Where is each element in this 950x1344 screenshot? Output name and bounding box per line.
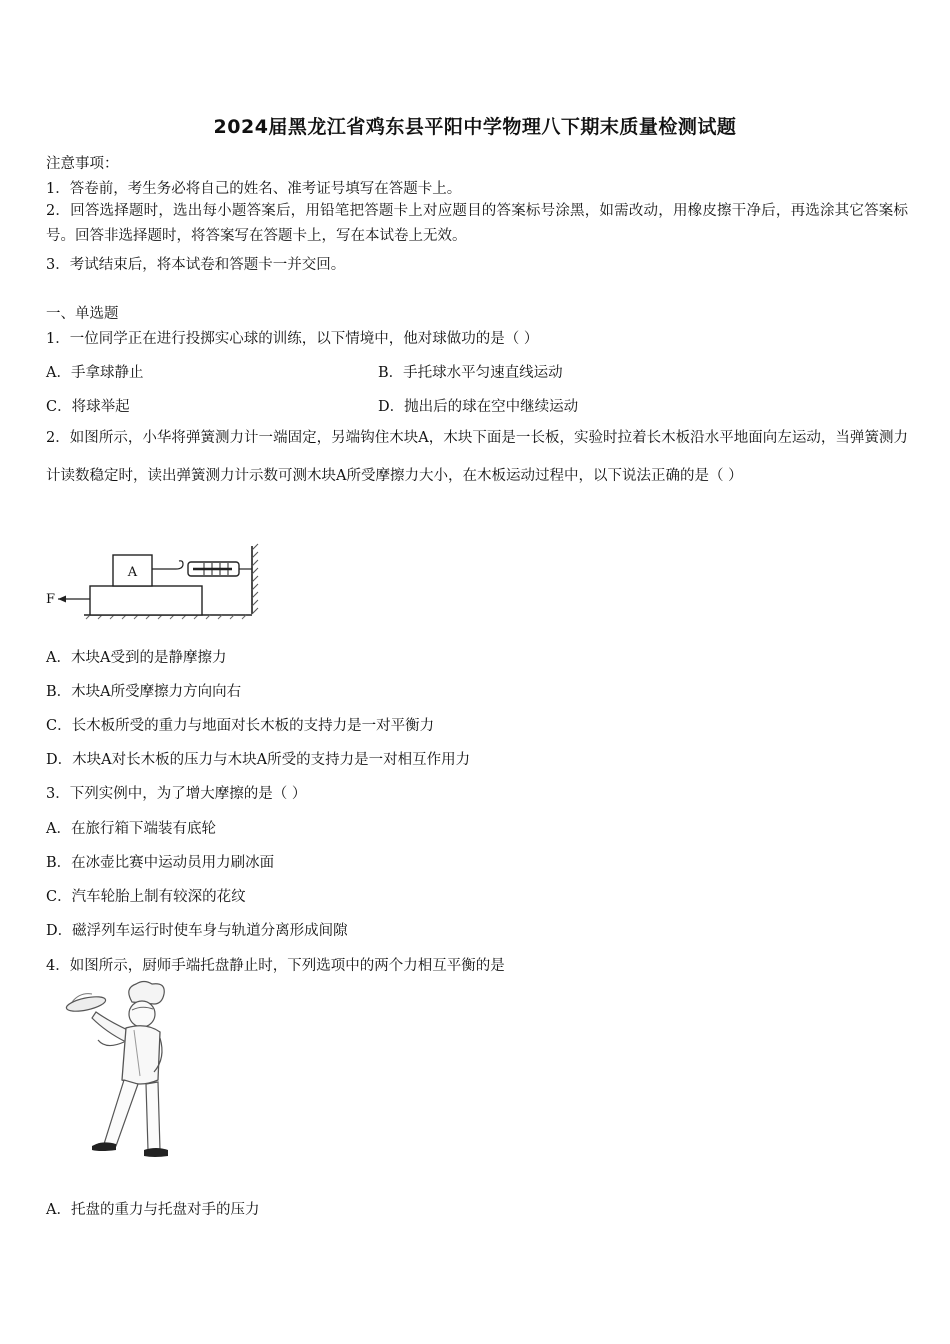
q3-option-a: A．在旅行箱下端装有底轮 bbox=[46, 821, 216, 837]
spring-scale-figure bbox=[46, 542, 264, 620]
long-board bbox=[90, 586, 202, 615]
section-heading: 一、单选题 bbox=[46, 306, 119, 322]
q2-option-d: D．木块A对长木板的压力与木块A所受的支持力是一对相互作用力 bbox=[46, 752, 471, 768]
q2-option-c: C．长木板所受的重力与地面对长木板的支持力是一对平衡力 bbox=[46, 718, 435, 734]
q3-option-c: C．汽车轮胎上制有较深的花纹 bbox=[46, 889, 246, 905]
q1-option-a: A．手拿球静止 bbox=[46, 365, 144, 381]
notice-item-2: 2．回答选择题时，选出每小题答案后，用铅笔把答题卡上对应题目的答案标号涂黑，如需改动，用橡皮擦干净后，再选涂其它答案标号。回答非选择题时，将答案写在答题卡上，写在本试卷上无效。 bbox=[46, 203, 908, 244]
q1-option-d: D．抛出后的球在空中继续运动 bbox=[378, 399, 579, 415]
chef-body bbox=[122, 1026, 160, 1084]
tray bbox=[65, 994, 107, 1014]
notice-item-3: 3．考试结束后，将本试卷和答题卡一并交回。 bbox=[46, 257, 346, 273]
q2-stem: 2．如图所示，小华将弹簧测力计一端固定，另端钩住木块A，木块下面是一长板，实验时拉着长木板沿水平地面向左运动，当弹簧测力计读数稳定时，读出弹簧测力计示数可测木块A所受摩擦力大小，在木板运动过程中，以下说法正确的是（ ） bbox=[46, 430, 908, 484]
notice-item-1: 1．答卷前，考生务必将自己的姓名、准考证号填写在答题卡上。 bbox=[46, 181, 462, 197]
q4-stem: 4．如图所示，厨师手端托盘静止时，下列选项中的两个力相互平衡的是 bbox=[46, 958, 505, 974]
q1-option-b: B．手托球水平匀速直线运动 bbox=[378, 365, 563, 381]
force-label: F bbox=[46, 592, 56, 607]
chef-figure bbox=[62, 980, 174, 1164]
q3-stem: 3．下列实例中，为了增大摩擦的是（ ） bbox=[46, 786, 307, 802]
block-a-label: A bbox=[127, 565, 138, 580]
q3-option-b: B．在冰壶比赛中运动员用力刷冰面 bbox=[46, 855, 275, 871]
q1-option-c: C．将球举起 bbox=[46, 399, 130, 415]
q2-option-b: B．木块A所受摩擦力方向向右 bbox=[46, 684, 242, 700]
q2-option-a: A．木块A受到的是静摩擦力 bbox=[46, 650, 227, 666]
q1-stem: 1．一位同学正在进行投掷实心球的训练，以下情境中，他对球做功的是（ ） bbox=[46, 331, 539, 347]
page-title: 2024届黑龙江省鸡东县平阳中学物理八下期末质量检测试题 bbox=[213, 116, 737, 138]
q3-option-d: D．磁浮列车运行时使车身与轨道分离形成间隙 bbox=[46, 923, 348, 939]
q4-option-a: A．托盘的重力与托盘对手的压力 bbox=[46, 1202, 260, 1218]
notice-heading: 注意事项： bbox=[46, 156, 119, 172]
chef-hat bbox=[129, 982, 164, 1005]
